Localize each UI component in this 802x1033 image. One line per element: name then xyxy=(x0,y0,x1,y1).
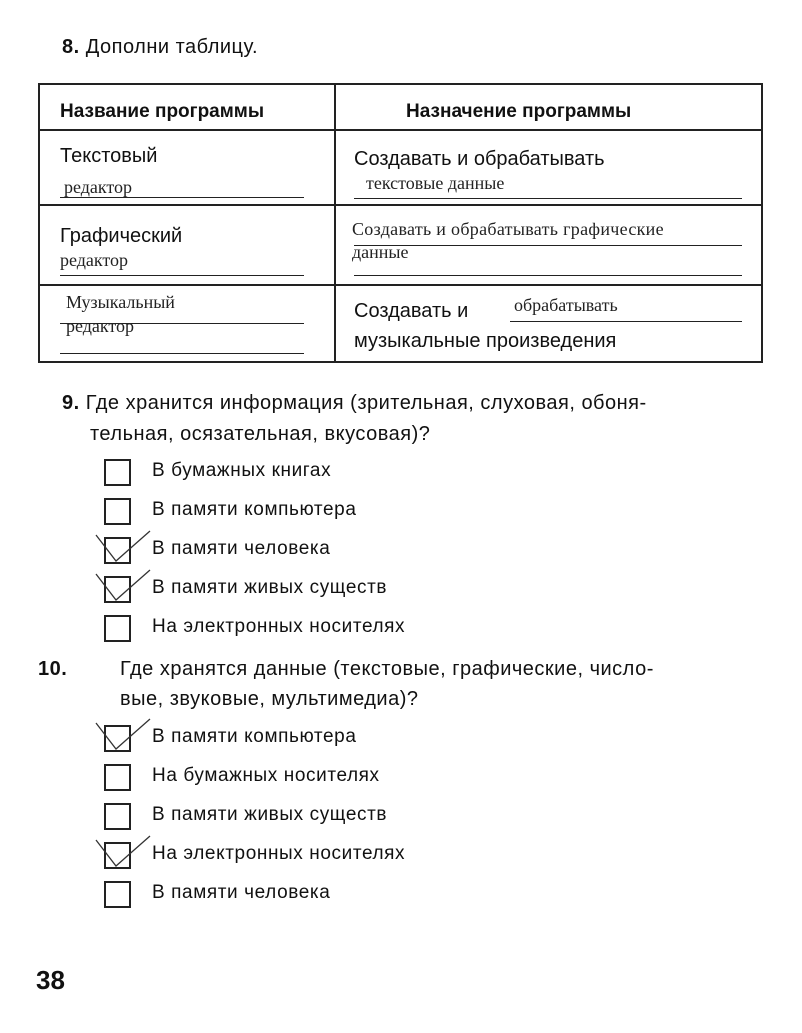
header-program-name: Название программы xyxy=(60,101,265,122)
checkmark-icon xyxy=(94,713,154,763)
checkbox[interactable] xyxy=(104,498,131,525)
answer-line xyxy=(510,321,742,322)
option-label: В памяти человека xyxy=(152,538,331,559)
task-9-heading xyxy=(62,392,647,415)
option-label: На электронных носителях xyxy=(152,843,406,864)
row-divider xyxy=(40,129,761,131)
checkmark-icon xyxy=(94,830,154,880)
task-10-text-line2: вые, звуковые, мультимедиа)? xyxy=(120,688,419,710)
checkbox[interactable] xyxy=(104,576,131,603)
option-label: В памяти живых существ xyxy=(152,577,388,598)
answer-line xyxy=(354,275,742,276)
checkbox[interactable] xyxy=(104,725,131,752)
checkbox[interactable] xyxy=(104,803,131,830)
page-number: 38 xyxy=(36,965,65,995)
checkmark-icon xyxy=(94,564,154,614)
answer-line xyxy=(60,353,304,354)
option-label: В памяти компьютера xyxy=(152,726,357,747)
column-divider xyxy=(334,85,336,361)
row1-purpose: Создавать и обрабатывать xyxy=(354,148,605,170)
row2-name: Графический xyxy=(60,225,183,247)
checkbox[interactable] xyxy=(104,842,131,869)
option-label: На электронных носителях xyxy=(152,616,406,637)
answer-line xyxy=(60,197,304,198)
option-label: В памяти человека xyxy=(152,882,331,903)
answer-line xyxy=(354,245,742,246)
row3-name-answer-1: Музыкальный xyxy=(66,292,175,312)
task-text-line1: Где хранится информация (зрительная, слуховая, обоня- xyxy=(85,392,647,414)
row1-name-answer: редактор xyxy=(64,177,133,197)
task-9-text-line2: тельная, осязательная, вкусовая)? xyxy=(90,423,431,445)
row2-purpose-answer-2: данные xyxy=(352,242,409,262)
task-8-heading xyxy=(62,36,258,59)
checkbox[interactable] xyxy=(104,615,131,642)
checkbox[interactable] xyxy=(104,537,131,564)
row-divider xyxy=(40,284,761,286)
row2-name-answer: редактор xyxy=(60,250,129,270)
row3-purpose-answer: обрабатывать xyxy=(514,295,618,315)
row3-purpose-2: музыкальные произведения xyxy=(354,330,617,352)
header-program-purpose: Назначение программы xyxy=(406,101,632,122)
checkbox[interactable] xyxy=(104,881,131,908)
option-label: В бумажных книгах xyxy=(152,460,332,481)
row1-name: Текстовый xyxy=(60,145,158,167)
option-label: На бумажных носителях xyxy=(152,765,380,786)
answer-line xyxy=(354,198,742,199)
row3-name-answer-2: редактор xyxy=(66,316,135,336)
task-10-number: 10. xyxy=(38,658,68,680)
answer-line xyxy=(60,275,304,276)
task-number: 9. xyxy=(62,392,80,414)
row1-purpose-answer: текстовые данные xyxy=(366,173,505,193)
option-label: В памяти компьютера xyxy=(152,499,357,520)
checkbox[interactable] xyxy=(104,459,131,486)
row3-purpose-1: Создавать и xyxy=(354,300,469,322)
row2-purpose-answer-1: Создавать и обрабатывать графические xyxy=(352,219,664,239)
option-label: В памяти живых существ xyxy=(152,804,388,825)
task-text: Дополни таблицу. xyxy=(85,36,259,58)
program-table xyxy=(38,83,763,363)
row-divider xyxy=(40,204,761,206)
task-10-text-line1: Где хранятся данные (текстовые, графические, число- xyxy=(120,658,654,680)
task-number: 8. xyxy=(62,36,80,58)
checkbox[interactable] xyxy=(104,764,131,791)
